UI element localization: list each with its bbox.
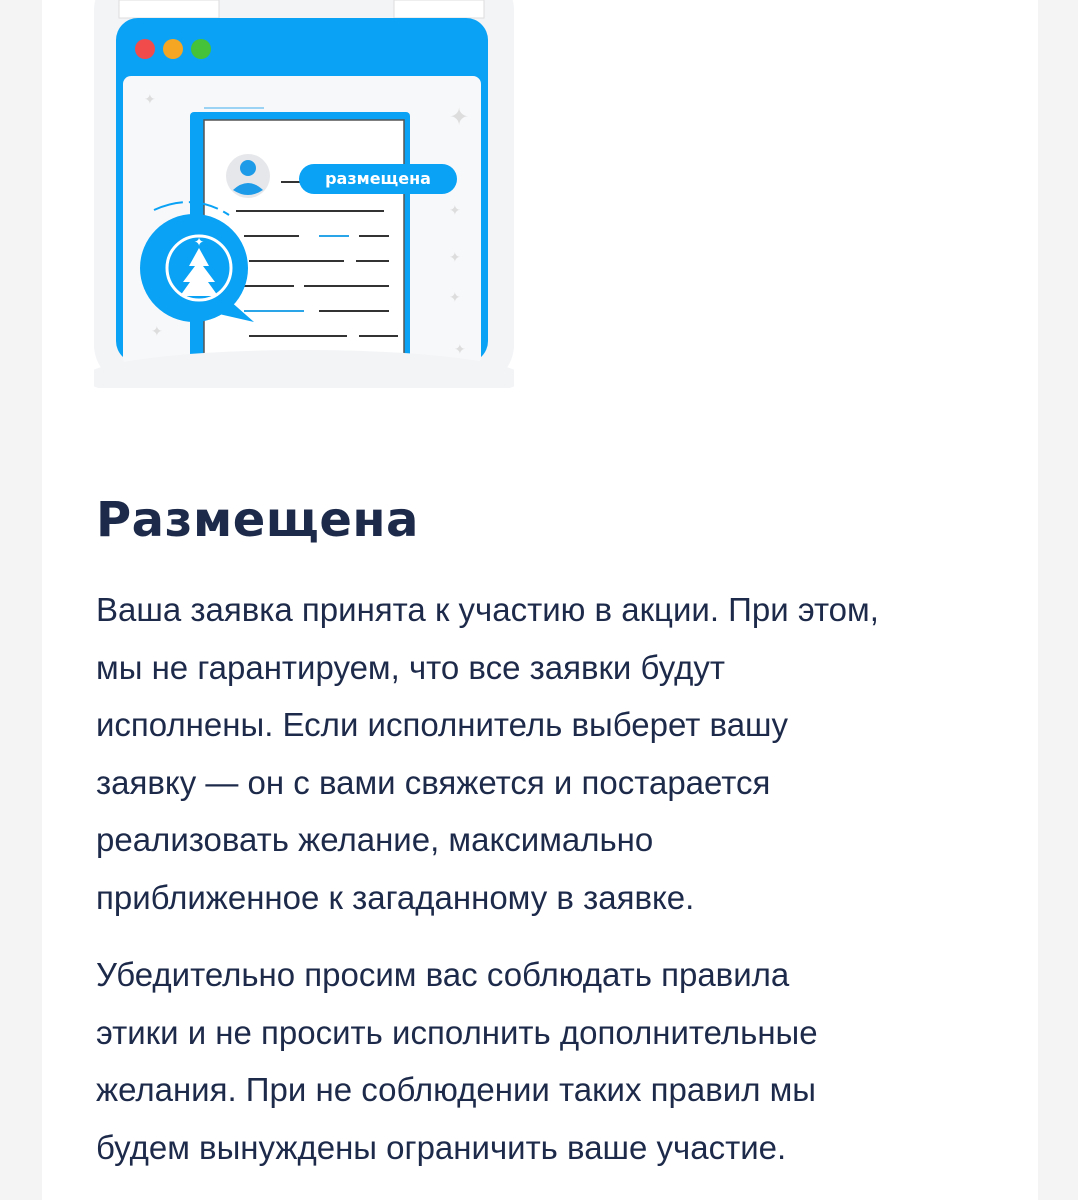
svg-text:✦: ✦	[454, 341, 466, 357]
svg-text:✦: ✦	[449, 202, 461, 218]
text-line: этики и не просить исполнить дополнительные	[96, 1013, 818, 1051]
text-line: заявку — он с вами свяжется и постарается	[96, 763, 771, 801]
svg-text:✦: ✦	[193, 235, 205, 249]
window-close-dot	[135, 39, 155, 59]
avatar-icon	[226, 154, 270, 198]
window-maximize-dot	[191, 39, 211, 59]
text-line: Убедительно просим вас соблюдать правила	[96, 956, 790, 993]
text-line: приближенное к загаданному в заявке.	[96, 878, 695, 916]
svg-text:✦: ✦	[449, 249, 461, 265]
svg-text:✦: ✦	[449, 104, 470, 131]
text-line: реализовать желание, максимально	[96, 821, 654, 859]
text-line: исполнены. Если исполнитель выберет вашу	[96, 706, 789, 744]
text-line: желания. При не соблюдении таких правил мы	[96, 1071, 817, 1109]
status-illustration	[94, 0, 514, 388]
window-minimize-dot	[163, 39, 183, 59]
status-badge: размещена	[325, 169, 431, 188]
svg-text:✦: ✦	[449, 289, 461, 305]
page-title: Размещена	[96, 492, 419, 548]
ethics-notice	[96, 946, 818, 1176]
text-line: будем вынуждены ограничить ваше участие.	[96, 1128, 787, 1166]
text-line: мы не гарантируем, что все заявки будут	[96, 648, 725, 686]
svg-text:✦: ✦	[144, 91, 156, 107]
status-description	[96, 581, 879, 927]
svg-text:✦: ✦	[151, 323, 163, 339]
text-line: Ваша заявка принята к участию в акции. При этом,	[96, 591, 879, 628]
